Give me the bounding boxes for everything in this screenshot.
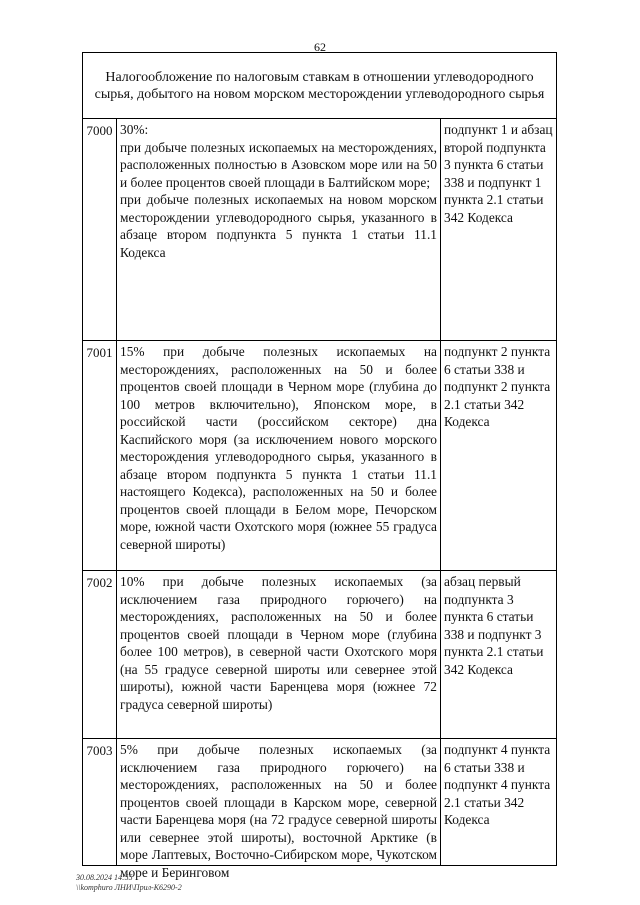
row-description [117, 571, 441, 738]
file-stamp-date: 30.08.2024 14:55 [76, 873, 133, 882]
file-stamp-path: \\komphuro ЛНИ\Прил-К6290-2 [76, 883, 182, 892]
row-reference: подпункт 2 пункта 6 статьи 338 и подпункт 2 пункта 2.1 статьи 342 Кодекса [444, 344, 551, 429]
row-description [117, 119, 441, 340]
description-paragraph: 30%: [120, 122, 149, 137]
row-description [117, 341, 441, 570]
description-paragraph: при добыче полезных ископаемых на месторождениях, расположенных полностью в Азовском море или на 50 и более процентов своей площади в Балтийском море; [120, 139, 437, 190]
description-paragraph: 10% при добыче полезных ископаемых (за исключением газа природного горючего) на месторождениях, расположенных на 50 и более процентов своей площади в Черном море (глубина более 100 метров), в северной части Охотского моря (на 55 градусе северной широты или севернее этой широты), южной части Баренцева моря (южнее 72 градуса северной широты) [120, 574, 437, 712]
table-header: Налогообложение по налоговым ставкам в отношении углеводородного сырья, добытого на новом морском месторождении углеводородного сырья [83, 53, 556, 119]
row-reference: подпункт 4 пункта 6 статьи 338 и подпункт 4 пункта 2.1 статьи 342 Кодекса [444, 742, 551, 827]
row-reference: подпункт 1 и абзац второй подпункта 3 пункта 6 статьи 338 и подпункт 1 пункта 2.1 статьи 342 Кодекса [444, 122, 553, 225]
row-code: 7000 [83, 119, 117, 340]
row-code: 7002 [83, 571, 117, 738]
row-code: 7001 [83, 341, 117, 570]
row-code: 7003 [83, 739, 117, 865]
file-stamp [76, 873, 182, 893]
row-reference: абзац первый подпункта 3 пункта 6 статьи 338 и подпункт 3 пункта 2.1 статьи 342 Кодекса [444, 574, 544, 677]
description-paragraph: 5% при добыче полезных ископаемых (за исключением газа природного горючего) на месторождениях, расположенных на 50 и более процентов своей площади в Карском море, северной части Баренцева моря (на 72 градусе северной широты или севернее этой широты), восточной Арктике (в море Лаптевых, Восточно-Сибирском море, Чукотском море и Беринговом [120, 742, 437, 880]
row-description [117, 739, 441, 880]
table-row [83, 341, 556, 571]
description-paragraph: 15% при добыче полезных ископаемых на месторождениях, расположенных на 50 и более процентов своей площади в Черном море (глубина до 100 метров включительно), Японском море, в российской части (российском секторе) дна Каспийского моря (за исключением нового морского месторождения углеводородного сырья, указанного в абзаце втором подпункта 5 пункта 1 статьи 11.1 настоящего Кодекса), расположенных на 50 и более процентов своей площади в Белом море, Печорском море, южной части Охотского моря (южнее 55 градуса северной широты) [120, 344, 437, 552]
page-number: 62 [314, 40, 326, 54]
table-row [83, 119, 556, 341]
table-row [83, 571, 556, 739]
description-paragraph: при добыче полезных ископаемых на новом морском месторождении углеводородного сырья, указанного в абзаце втором подпункта 5 пункта 1 статьи 11.1 Кодекса [120, 192, 437, 260]
